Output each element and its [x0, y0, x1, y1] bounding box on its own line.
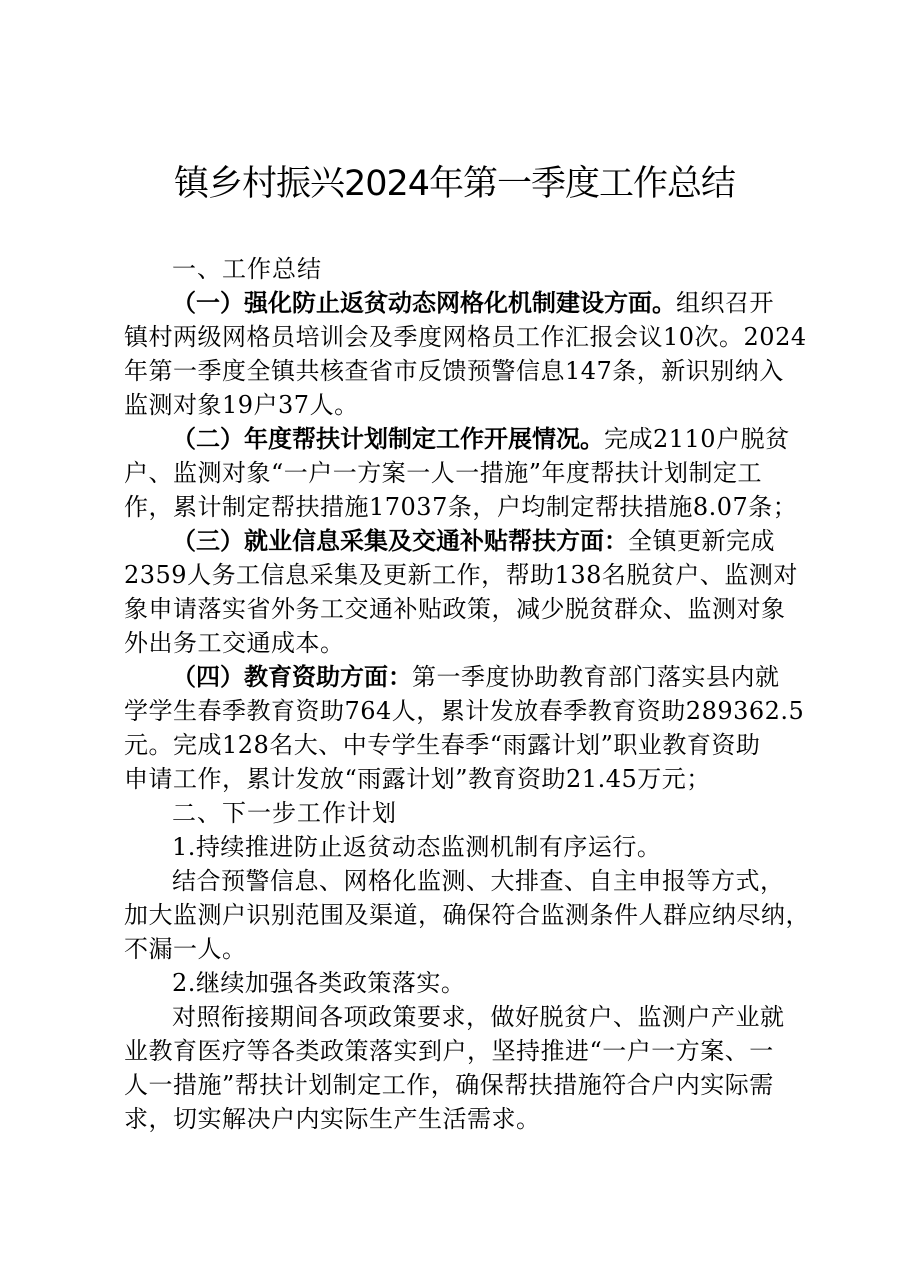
p4-line1 — [172, 660, 780, 694]
p2-line1-rest: 完成2110户脱贫 — [604, 425, 790, 453]
p3-line2: 2359人务工信息采集及更新工作，帮助138名脱贫户、监测对 — [124, 561, 798, 589]
p1-line1 — [172, 286, 774, 320]
section1-heading: 一、工作总结 — [172, 255, 322, 283]
p4-line1-rest: 第一季度协助教育部门落实县内就 — [412, 663, 780, 691]
item2-line1: 对照衔接期间各项政策要求，做好脱贫户、监测户产业就 — [172, 1003, 785, 1031]
item1-title: 1.持续推进防止返贫动态监测机制有序运行。 — [172, 833, 662, 861]
item2-line2: 业教育医疗等各类政策落实到户，坚持推进“一户一方案、一 — [124, 1037, 774, 1065]
p3-line3: 象申请落实省外务工交通补贴政策，减少脱贫群众、监测对象 — [124, 595, 786, 623]
p2-line3: 作，累计制定帮扶措施17037条，户均制定帮扶措施8.07条； — [124, 493, 798, 521]
item2-line4: 求，切实解决户内实际生产生活需求。 — [124, 1105, 541, 1133]
p4-lead: （四）教育资助方面： — [172, 663, 412, 691]
item1-line1: 结合预警信息、网格化监测、大排查、自主申报等方式， — [172, 867, 785, 895]
document-title: 镇乡村振兴2024年第一季度工作总结 — [173, 164, 736, 204]
p4-line3: 元。完成128名大、中专学生春季“雨露计划”职业教育资助 — [124, 731, 761, 759]
p1-line3: 年第一季度全镇共核查省市反馈预警信息147条，新识别纳入 — [124, 357, 784, 385]
p1-lead: （一）强化防止返贫动态网格化机制建设方面。 — [172, 289, 676, 317]
item2-line3: 人一措施”帮扶计划制定工作，确保帮扶措施符合户内实际需 — [124, 1071, 774, 1099]
p1-line2: 镇村两级网格员培训会及季度网格员工作汇报会议10次。2024 — [124, 323, 807, 351]
p2-line1 — [172, 422, 790, 456]
p2-lead: （二）年度帮扶计划制定工作开展情况。 — [172, 425, 604, 453]
p3-line1-rest: 全镇更新完成 — [628, 527, 775, 555]
p1-line4: 监测对象19户37人。 — [124, 391, 359, 419]
p3-lead: （三）就业信息采集及交通补贴帮扶方面： — [172, 527, 628, 555]
p4-line2: 学学生春季教育资助764人，累计发放春季教育资助289362.5 — [124, 697, 805, 725]
section2-heading: 二、下一步工作计划 — [172, 799, 397, 827]
p2-line2: 户、监测对象“一户一方案一人一措施”年度帮扶计划制定工 — [124, 459, 763, 487]
item1-line2: 加大监测户识别范围及渠道，确保符合监测条件人群应纳尽纳， — [124, 901, 810, 929]
item1-line3: 不漏一人。 — [124, 935, 247, 963]
p1-line1-rest: 组织召开 — [676, 289, 774, 317]
item2-title: 2.继续加强各类政策落实。 — [172, 969, 466, 997]
p4-line4: 申请工作，累计发放“雨露计划”教育资助21.45万元； — [124, 765, 711, 793]
p3-line1 — [172, 524, 775, 558]
p3-line4: 外出务工交通成本。 — [124, 629, 345, 657]
